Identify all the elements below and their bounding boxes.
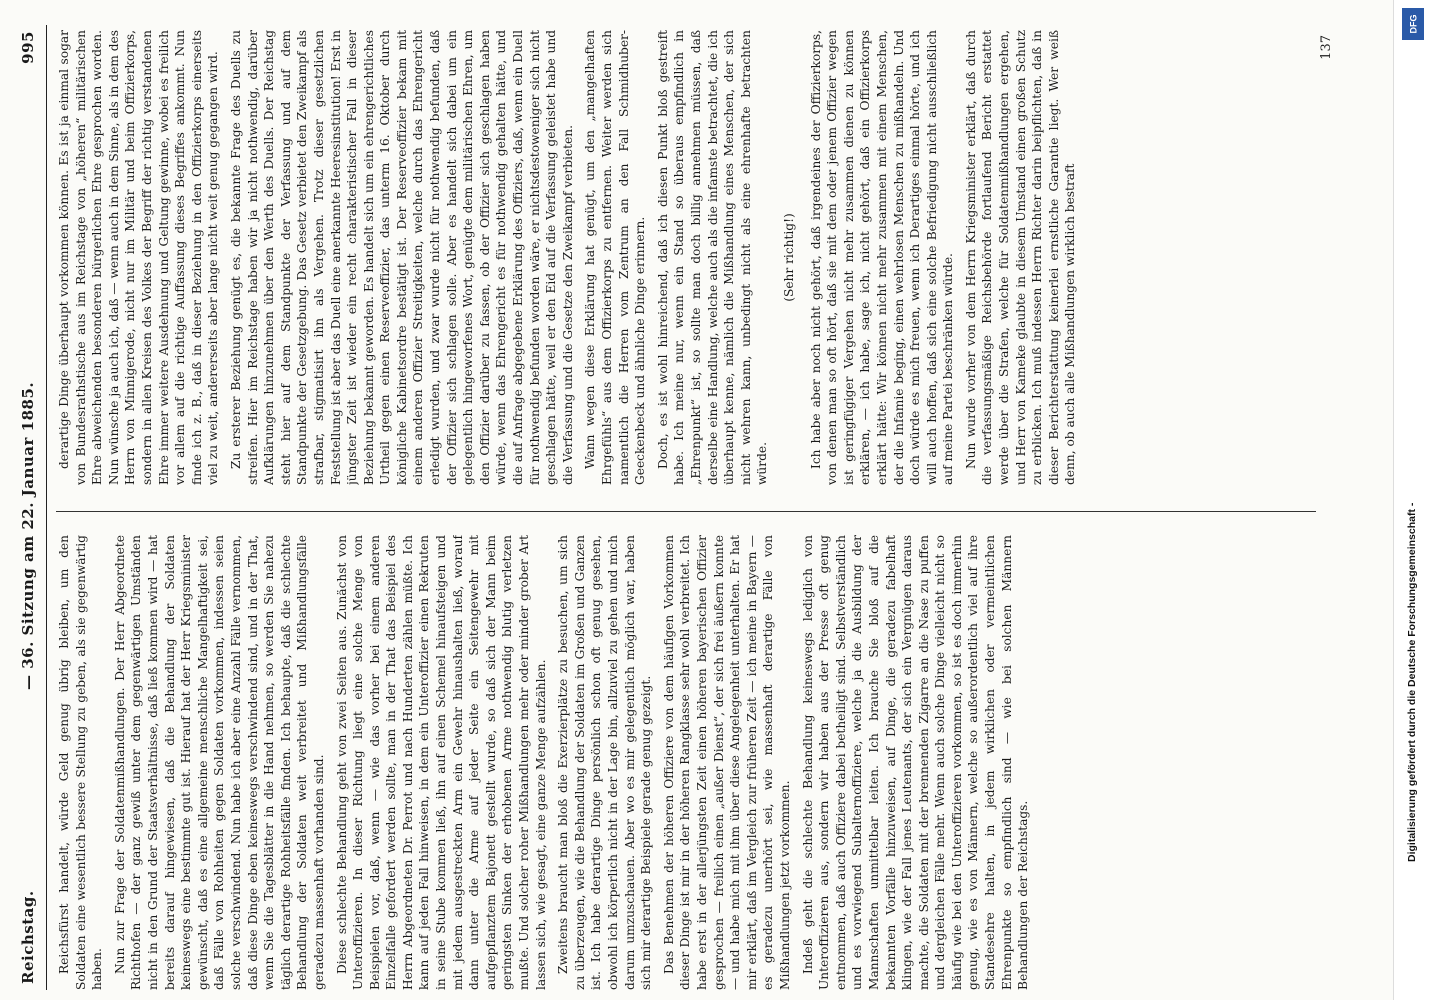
- interjection: (Sehr richtig!): [781, 213, 796, 302]
- paragraph: Zweitens braucht man bloß die Exerzierplätze zu besuchen, um sich zu überzeugen, wie die Behandlung der Soldaten im Großen und Ganzen ist. Ich habe derartige Dinge persönlich schon oft genug gesehen, obwohl ich körperlich nicht in der Lage bin, allzuviel zu gehen und mich darum umzuschauen. Aber wo es mir gelegentlich möglich war, haben sich mir derartige Beispiele gerade genug gezeigt.: [556, 535, 654, 990]
- rotated-document: [16, 25, 1396, 990]
- dfg-logo-icon: [1402, 8, 1424, 40]
- left-column: [56, 535, 1316, 990]
- paragraph: Reichsfürst handelt, würde Geld genug übrig bleiben, um den Soldaten eine wesentlich bessere Stellung zu geben, als sie gegenwärtig haben.: [57, 535, 105, 990]
- page-number: 995: [19, 31, 37, 64]
- dfg-logo-text: DFG: [1408, 14, 1418, 34]
- paragraph: Nun wurde vorher von dem Herrn Kriegsminister erklärt, daß durch die verfassungsmäßige Reichsbehörde fortlaufend Bericht erstattet werde über die Strafen, welche für Soldatenmißhandlungen ergehen, und Herr von Kameke glaubte in diesem Umstand einen großen Schutz zu erblicken. Ich muß indessen Herrn Richter darin beipflichten, daß in dieser Berichterstattung keinerlei ernstliche Garantie liegt. Wer weiß denn, ob auch alle Mißhandlungen wirklich bestraft: [963, 30, 1078, 485]
- paragraph: Indeß geht die schlechte Behandlung keineswegs lediglich von Unteroffizieren aus, sondern wir haben aus der Presse oft genug entnommen, daß auch Offiziere dabei betheiligt sind. Selbstverständlich und es vorwiegend Subalternoffiziere, welche ja die Ausbildung der Mannschaften unmittelbar leiten. Ich brauche Sie bloß auf die bekannten Vorfälle hinzuweisen, auf Dinge, die geradezu fabelhaft klingen, wie der Fall jenes Leutenants, der sich ein Vergnügen daraus machte, die Soldaten mit der brennenden Zigarre an die Nase zu puffen und dergleichen Fälle mehr. Wenn auch solche Dinge vielleicht nicht so häufig wie bei den Unteroffizieren vorkommen, so ist es doch immerhin genug, wie es von Männern, welche so außerordentlich viel auf ihre Standesehre halten, in jedem wirklichen oder vermeintlichen Ehrenpunkte so empfindlich sind — wie bei solchen Männern Behandlungen der Reichstags.: [800, 535, 1031, 990]
- funding-notice: Digitalisierung gefördert durch die Deutsche Forschungsgemeinschaft -: [1406, 502, 1418, 862]
- right-column: [56, 30, 1316, 485]
- page-header: [16, 25, 47, 990]
- paragraph: Nun zur Frage der Soldatenmißhandlungen. Der Herr Abgeordnete Richthofen — der ganz gewiß unter dem gegenwärtigen Umständen nicht in den Grund der Staatsverhältnisse, daß ließ kommen wird — hat bereits darauf hingewiesen, daß die Behandlung der Soldaten keineswegs eine bestimmte gut ist. Hierauf hat der Herr Kriegsminister gewünscht, daß es eine allgemeine menschliche Mangelhaftigkeit sei, daß Fälle von Rohheiten gegen Soldaten vorkommen, indessen seien solche verschwindend. Nun habe ich aber eine Anzahl Fälle vernommen, daß diese Dinge eben keineswegs verschwindend sind, und in der That, wenn Sie die Tagesblätter in die Hand nehmen, so werden Sie nahezu täglich derartige Rohheitsfälle finden. Ich behaupte, daß die schlechte Behandlung der Soldaten weit verbreitet und Mißhandlungsfälle geradezu massenhaft vorhanden sind.: [112, 535, 326, 990]
- signature-mark: 137: [1319, 35, 1334, 60]
- header-left: Reichstag.: [19, 890, 37, 984]
- paragraph: Ich habe aber noch nicht gehört, daß irgendeines der Offizierkorps, von denen man so oft hört, daß sie mit dem oder jenem Offizier wegen ist geringfügiger Vergehen nicht mehr zusammen dienen zu können erklären, — ich habe, sage ich, nicht gehört, daß ein Offizierkorps erklärt hätte: Wir können nicht mehr zusammen mit einem Menschen, der die Infamie beging, einen wehrlosen Menschen zu mißhandeln. Und doch würde es mich freuen, wenn ich Derartiges einmal hörte, und ich will auch hoffen, daß sich eine solche Befriedigung nicht ausschließlich auf meine Partei beschränken würde.: [808, 30, 956, 485]
- paragraph: Wann wegen diese Erklärung hat genügt, um den „mangelhaften Ehrgefühls“ aus dem Offizierkorps zu entfernen. Weiter werden sich namentlich die Herren vom Zentrum an den Fall Schmidhuber-Geeckenbeck und ähnliche Dinge erinnern.: [583, 30, 648, 485]
- paragraph: Doch, es ist wohl hinreichend, daß ich diesen Punkt bloß gestreift habe. Ich meine nur, wenn ein Stand so überaus empfindlich in „Ehrenpunkt“ ist, so sollte man doch billig annehmen müssen, daß derselbe eine Handlung, welche auch als die infamste betrachtet, die ich überhaupt kenne, nämlich die Mißhandlung eines Menschen, der sich nicht wehren kann, unbedingt nicht als eine ehrenhafte betrachten würde.: [655, 30, 770, 485]
- paragraph: Zu ersterer Beziehung genügt es, die bekannte Frage des Duells zu streifen. Hier im Reichstage haben wir ja nicht nothwendig, darüber Aufklärungen hinzunehmen über den Werth des Duells. Der Reichstag steht hier auf dem Standpunkte der Verfassung und auf dem Standpunkte der Gesetzgebung. Das Gesetz verbietet den Zweikampf als strafbar, stigmatisirt ihn als Vergehen. Trotz dieser gesetzlichen Feststellung ist aber das Duell eine anerkannte Heeresinstitution! Erst in jüngster Zeit ist wieder ein recht charakteristischer Fall in dieser Beziehung bekannt geworden. Es handelt sich um ein ehrengerichtliches Urtheil gegen einen Reserveoffizier, das unterm 16. Oktober durch königliche Kabinetsordre bestätigt ist. Der Reserveoffizier bekam mit einem anderen Offizier Streitigkeiten, welche durch das Ehrengericht erledigt wurden, und zwar wurde nicht für nothwendig befunden, daß der Offizier sich schlagen solle. Aber es handelt sich dabei um ein gelegentlich hingeworfenes Wort, genügte dem militärischen Ehren, um den Offizier darüber zu fassen, ob der Offizier sich geschlagen haben würde, wenn das Ehrengericht es für nothwendig gehalten hätte, und die auf Anfrage abgegebene Erklärung des Offiziers, daß, wenn ein Duell für nothwendig befunden worden wäre, er nichtsdestoweniger sich nicht geschlagen hätte, weil er den Eid auf die Verfassung geleistet habe und die Verfassung und die Gesetze den Zweikampf verbieten.: [228, 30, 575, 485]
- paragraph: Das Benehmen der höheren Offiziere von dem häufigen Vorkommen dieser Dinge ist mir in der höheren Rangklasse sehr wohl verbreitet. Ich habe erst in der allerjüngsten Zeit einen höheren bayerischen Offizier gesprochen — freilich einen „außer Dienst“, der sich frei äußern konnte — und habe mich mit ihm über diese Angelegenheit unterhalten. Er hat mir erklärt, daß im Vergleich zur früheren Zeit — ich meine in Bayern — es geradezu unerhört sei, wie massenhaft derartige Fälle von Mißhandlungen jetzt vorkommen.: [661, 535, 792, 990]
- paragraph: Diese schlechte Behandlung geht von zwei Seiten aus. Zunächst von Unteroffizieren. In dieser Richtung liegt eine solche Menge von Beispielen vor, daß, wenn — wie das vorher bei einem anderen Einzelfalle gefordert werden sollte, man in der That das Beispiel des Herrn Abgeordneten Dr. Perrot und nach Hunderten zählen müßte. Ich kann auf jeden Fall hinweisen, in dem ein Unteroffizier einen Rekruten in seine Stube kommen ließ, ihn auf einen Schemel hinaufsteigen und mit jedem ausgestreckten Arm ein Gewehr hinaushalten ließ, worauf dann unter die Arme auf jeder Seite ein Seitengewehr mit aufgepflanztem Bajonett gestellt wurde, so daß sich der Mann beim geringsten Sinken der erhobenen Arme nothwendig blutig verletzen mußte. Und solcher roher Mißhandlungen mehr oder minder grober Art lassen sich, wie gesagt, eine ganze Menge aufzählen.: [334, 535, 548, 990]
- column-divider: [56, 511, 1316, 512]
- paragraph: derartige Dinge überhaupt vorkommen können. Es ist ja einmal sogar von Bundesrathstische aus im Reichstage von „höheren“ militärischen Ehre abweichenden besonderen bürgerlichen Ehre gesprochen worden. Nun wünsche ja auch ich, daß — wenn auch in dem Sinne, als in dem des Herrn von Minnigerode, nicht nur im Militär und beim Offizierkorps, sondern in allen Kreisen des Volkes der Begriff der richtig verstandenen Ehre immer weitere Ausdehnung und Geltung gewinne, wobei es freilich vor allem auf die richtige Auffassung dieses Begriffes ankommt. Nun finde ich z. B., daß in dieser Beziehung in den Offizierkorps einerseits viel zu weit, andererseits aber lange nicht weit genug gegangen wird.: [57, 30, 221, 485]
- dfg-sidebar: [1393, 0, 1432, 1000]
- header-center: — 36. Sitzung am 22. Januar 1885.: [19, 381, 37, 690]
